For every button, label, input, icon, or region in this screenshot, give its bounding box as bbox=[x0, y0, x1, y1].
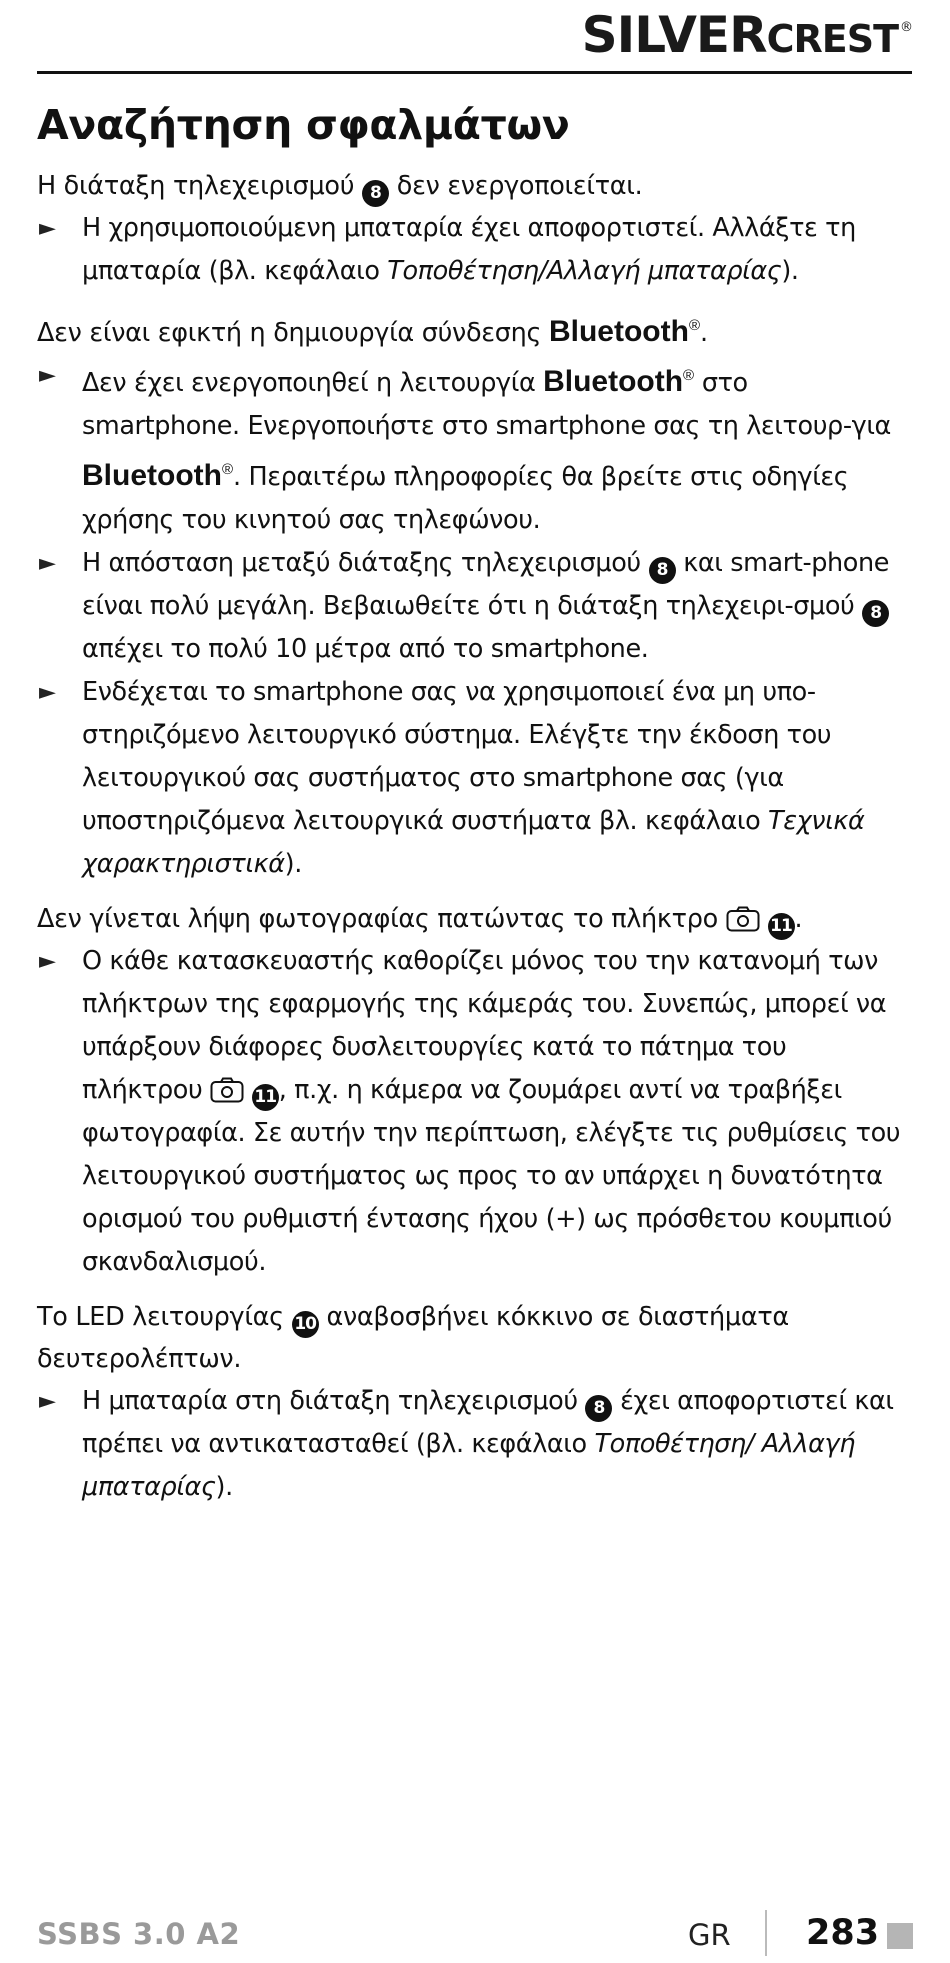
footer-language: GR bbox=[688, 1918, 731, 1952]
list-item: ► Δεν έχει ενεργοποιηθεί η λειτουργία Bluetooth® στο smartphone. Ενεργοποιήστε στο smartphone σας τη λειτουρ-για Bluetooth®. Περαιτέρω πληροφορίες θα βρείτε στις οδηγίες χρήσης του κινητού σας τηλεφώνου. bbox=[37, 354, 912, 542]
number-badge: 11 bbox=[252, 1084, 279, 1111]
issue-heading-1: Η διάταξη τηλεχειρισμού 8 δεν ενεργοποιείται. bbox=[37, 165, 912, 207]
arrow-bullet-icon: ► bbox=[39, 551, 56, 576]
page-title: Αναζήτηση σφαλμάτων bbox=[37, 101, 570, 149]
list-item: ► Η μπαταρία στη διάταξη τηλεχειρισμού 8 έχει αποφορτιστεί και πρέπει να αντικατασταθεί (βλ. κεφάλαιο Τοποθέτηση/ Αλλαγή μπαταρίας). bbox=[37, 1380, 912, 1509]
cause-list-1 bbox=[37, 207, 912, 293]
main-content bbox=[37, 93, 912, 1509]
arrow-bullet-icon: ► bbox=[39, 363, 56, 388]
footer-model: SSBS 3.0 A2 bbox=[37, 1917, 241, 1951]
number-badge: 8 bbox=[862, 600, 889, 627]
cause-list-3 bbox=[37, 940, 912, 1284]
issue-heading-4: Το LED λειτουργίας 10 αναβοσβήνει κόκκινο σε διαστήματα δευτερολέπτων. bbox=[37, 1302, 789, 1374]
list-item: ► Η χρησιμοποιούμενη μπαταρία έχει αποφορτιστεί. Αλλάξτε τη μπαταρία (βλ. κεφάλαιο Τοποθέτηση/Αλλαγή μπαταρίας). bbox=[37, 207, 912, 293]
arrow-bullet-icon: ► bbox=[39, 1389, 56, 1414]
number-badge: 8 bbox=[649, 557, 676, 584]
arrow-bullet-icon: ► bbox=[39, 216, 56, 241]
number-badge: 10 bbox=[292, 1311, 319, 1338]
number-badge: 8 bbox=[585, 1395, 612, 1422]
issue-heading-3: Δεν γίνεται λήψη φωτογραφίας πατώντας το πλήκτρο 11 . bbox=[37, 898, 912, 940]
list-item: ► Η απόσταση μεταξύ διάταξης τηλεχειρισμού 8 και smart-phone είναι πολύ μεγάλη. Βεβαιωθείτε ότι η διάταξη τηλεχειρι-σμού 8 απέχει το πολύ 10 μέτρα από το smartphone. bbox=[37, 542, 912, 671]
arrow-bullet-icon: ► bbox=[39, 680, 56, 705]
number-badge: 11 bbox=[768, 913, 795, 940]
arrow-bullet-icon: ► bbox=[39, 949, 56, 974]
number-badge: 8 bbox=[362, 180, 389, 207]
list-item: ► Ενδέχεται το smartphone σας να χρησιμοποιεί ένα μη υπο-στηριζόμενο λειτουργικό σύστημα. Ελέγξτε την έκδοση του λειτουργικού σας συστήματος στο smartphone σας (για υποστηριζόμενα λειτουργικά συστήματα βλ. κεφάλαιο Τεχνικά χαρακτηριστικά). bbox=[37, 671, 912, 886]
footer-divider bbox=[765, 1910, 767, 1956]
issue-heading-2: Δεν είναι εφικτή η δημιουργία σύνδεσης Bluetooth®. bbox=[37, 315, 708, 348]
page-number: 283 bbox=[806, 1913, 880, 1953]
camera-button-icon bbox=[210, 1077, 244, 1103]
cause-list-4 bbox=[37, 1380, 912, 1509]
camera-button-icon bbox=[726, 906, 760, 932]
header-rule bbox=[37, 71, 912, 74]
cause-list-2 bbox=[37, 354, 912, 886]
list-item: ► Ο κάθε κατασκευαστής καθορίζει μόνος του την κατανομή των πλήκτρων της εφαρμογής της κάμεράς του. Συνεπώς, μπορεί να υπάρξουν διάφορες δυσλειτουργίες κατά το πάτημα του πλήκτρου 11 , π.χ. η κάμερα να ζουμάρει αντί να τραβήξει φωτογραφία. Σε αυτήν την περίπτωση, ελέγξτε τις ρυθμίσεις του λειτουργικού συστήματος ως προς το αν υπάρχει η δυνατότητα ορισμού του ρυθμιστή έντασης ήχου (+) ως πρόσθετου κουμπιού σκανδαλισμού. bbox=[37, 940, 912, 1284]
brand-logo: SILVERCREST ® bbox=[581, 6, 912, 64]
page-marker bbox=[887, 1923, 913, 1949]
